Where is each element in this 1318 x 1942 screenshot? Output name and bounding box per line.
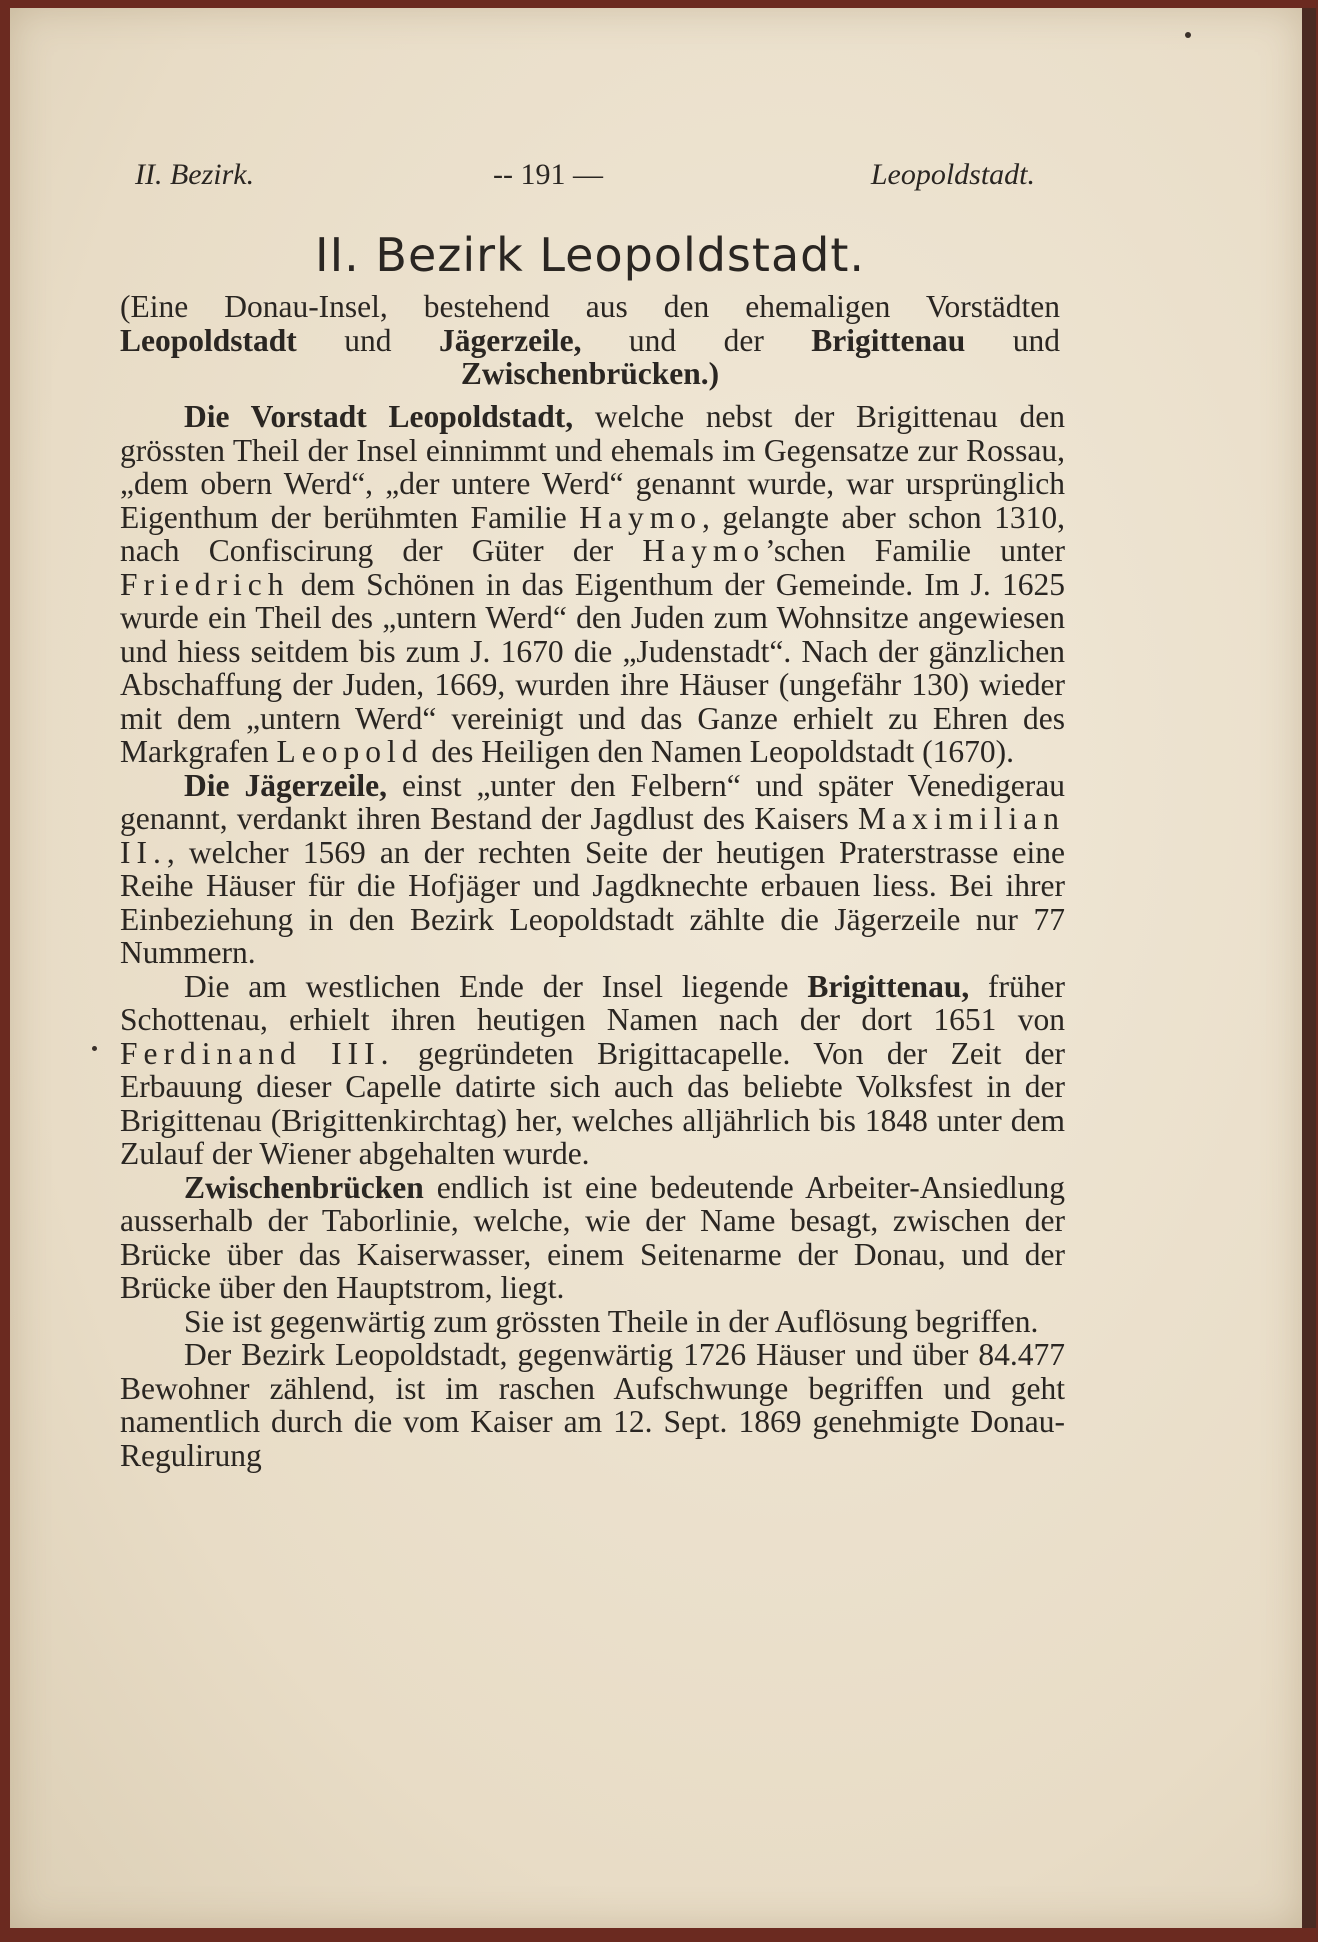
page-number: -- 191 — [493,158,603,191]
ink-speck [1185,32,1191,38]
paragraph-brigittenau: Die am westlichen Ende der Insel liegende Brigittenau, früher Schottenau, erhielt ihren heutigen Namen nach der dort 1651 von Ferdinand III. gegründeten Brigittacapelle. Von der Zeit der Erbauung dieser Capelle datirte sich auch das beliebte Volksfest in der Brigittenau (Brigittenkirchtag) her, welches alljährlich bis 1848 unter dem Zulauf der Wiener abgehalten wurde. [120,968,1065,1171]
running-header [135,158,1035,198]
header-section: Leopoldstadt. [870,158,1035,191]
header-district: II. Bezirk. [135,158,255,191]
body-text [120,400,1065,1472]
chapter-title: II. Bezirk Leopoldstadt. [315,228,865,282]
paragraph-bezirk: Der Bezirk Leopoldstadt, gegenwärtig 1726 Häuser und über 84.477 Bewohner zählend, ist im raschen Aufschwunge begriffen und geht namentlich durch die vom Kaiser am 12. Sept. 1869 genehmigte Donau-Regulirung [120,1337,1065,1473]
paragraph-zwischenbruecken: Zwischenbrücken endlich ist eine bedeutende Arbeiter-Ansiedlung ausserhalb der Taborlinie, welche, wie der Name besagt, zwischen der Brücke über das Kaiserwasser, einem Seitenarme der Donau, und der Brücke über den Hauptstrom, liegt. [120,1169,1065,1305]
paragraph-jaegerzeile: Die Jägerzeile, einst „unter den Felbern“ und später Venedigerau genannt, verdankt ihren Bestand der Jagdlust des Kaisers Maximilian II., welcher 1569 an der rechten Seite der heutigen Praterstrasse eine Reihe Häuser für die Hofjäger und Jagdknechte erbauen liess. Bei ihrer Einbeziehung in den Bezirk Leopoldstadt zählte die Jägerzeile nur 77 Nummern. [120,767,1066,970]
chapter-subtitle: (Eine Donau-Insel, bestehend aus den ehemaligen Vorstädten Leopoldstadt und Jägerzeile, und der Brigittenau und Zwischenbrücken.) [120,289,1060,391]
ink-speck [92,1046,97,1051]
paragraph-leopoldstadt: Die Vorstadt Leopoldstadt, welche nebst der Brigittenau den grössten Theil der Insel einnimmt und ehemals im Gegensatze zur Rossau, „dem obern Werd“, „der untere Werd“ genannt wurde, war ursprünglich Eigenthum der berühmten Familie Haymo, gelangte aber schon 1310, nach Confiscirung der Güter der Haymo’schen Familie unter Friedrich dem Schönen in das Eigenthum der Gemeinde. Im J. 1625 wurde ein Theil des „untern Werd“ den Juden zum Wohnsitze angewiesen und hiess seitdem bis zum J. 1670 die „Judenstadt“. Nach der gänzlichen Abschaffung der Juden, 1669, wurden ihre Häuser (ungefähr 130) wieder mit dem „untern Werd“ vereinigt und das Ganze erhielt zu Ehren des Markgrafen Leopold des Heiligen den Namen Leopoldstadt (1670). [120,399,1066,769]
paragraph-aufloesung: Sie ist gegenwärtig zum grössten Theile in der Auflösung begriffen. [184,1303,1039,1339]
